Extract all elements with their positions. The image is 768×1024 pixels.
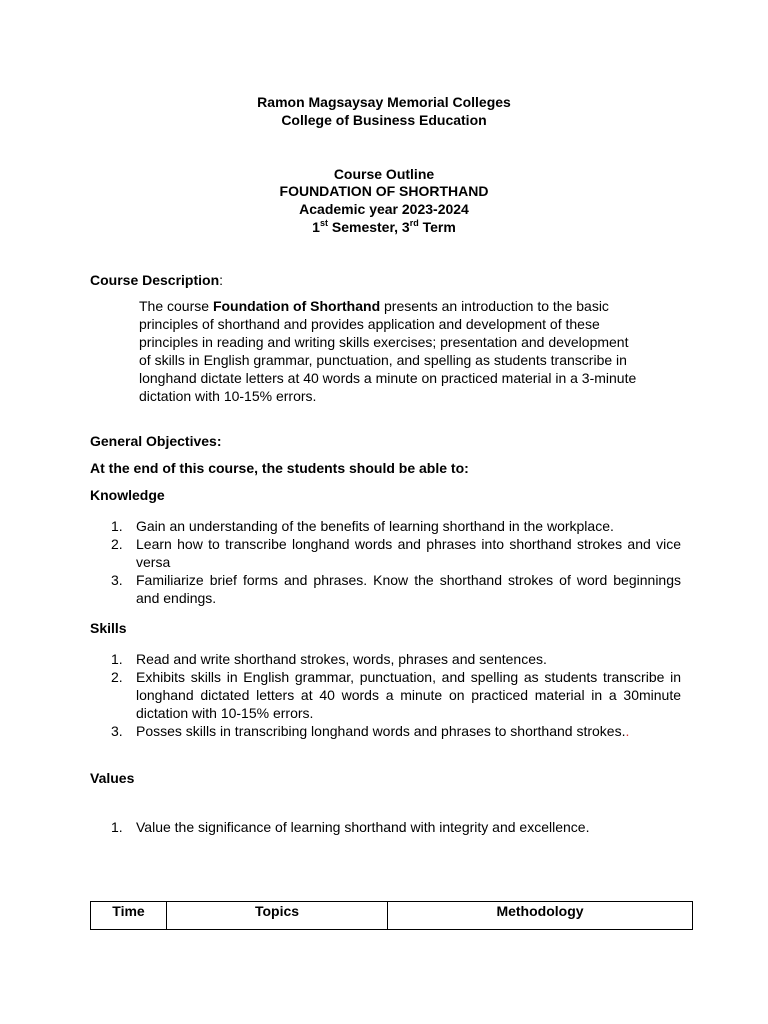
course-title: FOUNDATION OF SHORTHAND: [279, 183, 489, 199]
semester-number: 1: [312, 219, 320, 235]
list-item-number: 2.: [111, 536, 123, 552]
institution-name: Ramon Magsaysay Memorial Colleges: [257, 94, 511, 110]
list-item-text: [136, 722, 681, 740]
list-item: [111, 818, 681, 836]
list-item-number: 1.: [111, 518, 123, 534]
list-item: [111, 535, 681, 571]
list-item-text: Gain an understanding of the benefits of learning shorthand in the workplace.: [136, 518, 614, 534]
list-item-number: 3.: [111, 723, 123, 739]
course-schedule-table: [90, 901, 693, 930]
list-item-number: 3.: [111, 572, 123, 588]
description-line: principles in reading and writing skills exercises; presentation and development: [139, 334, 629, 350]
values-list: [111, 818, 681, 836]
term-word: Term: [418, 219, 456, 235]
description-line: of skills in English grammar, punctuation, and spelling as students transcribe in: [139, 352, 627, 368]
semester-word: Semester,: [327, 219, 402, 235]
course-description-body: [139, 297, 679, 405]
academic-year: Academic year 2023-2024: [299, 201, 469, 217]
description-line1-rest: presents an introduction to the basic: [380, 298, 609, 314]
column-header-methodology: Methodology: [388, 902, 693, 930]
description-line: principles of shorthand and provides application and development of these: [139, 316, 600, 332]
list-item: [111, 722, 681, 740]
list-item-text: Read and write shorthand strokes, words, phrases and sentences.: [136, 651, 547, 667]
skills-list: [111, 650, 681, 740]
table-header-row: [91, 902, 693, 930]
course-description-colon: :: [219, 272, 224, 288]
list-item-number: 1.: [111, 651, 123, 667]
term-number: 3: [401, 219, 410, 235]
skills-heading: Skills: [90, 620, 127, 636]
semester-ordinal: st: [319, 218, 328, 228]
description-course-name: Foundation of Shorthand: [212, 298, 381, 314]
general-objectives-heading: General Objectives:: [90, 433, 222, 449]
list-item-body: Posses skills in transcribing longhand words and phrases to shorthand strokes.: [136, 723, 626, 739]
list-item: [111, 650, 681, 668]
knowledge-list: [111, 517, 681, 607]
list-item: [111, 668, 681, 722]
knowledge-heading: Knowledge: [90, 487, 165, 503]
list-item-text: Exhibits skills in English grammar, punctuation, and spelling as students transcribe in longhand dictated letters at 40 words a minute on practiced material in a 30minute dictation with 10-15% errors.: [136, 669, 681, 721]
values-heading: Values: [90, 770, 135, 786]
course-description-heading: [90, 272, 223, 289]
college-name: College of Business Education: [281, 112, 487, 128]
description-intro: The course: [139, 298, 213, 314]
course-outline-label: Course Outline: [333, 166, 435, 182]
list-item-number: 2.: [111, 669, 123, 685]
term-ordinal: rd: [409, 218, 419, 228]
stray-mark: .: [625, 723, 630, 739]
list-item-number: 1.: [111, 819, 123, 835]
description-line: [139, 297, 679, 315]
list-item-text: Familiarize brief forms and phrases. Know the shorthand strokes of word beginnings and endings.: [136, 572, 681, 606]
column-header-topics: Topics: [167, 902, 388, 930]
list-item: [111, 571, 681, 607]
course-description-label: Course Description: [90, 272, 220, 288]
semester-term: [0, 219, 768, 236]
column-header-time: Time: [91, 902, 167, 930]
list-item-text: Value the significance of learning shorthand with integrity and excellence.: [136, 819, 590, 835]
description-line: longhand dictate letters at 40 words a minute on practiced material in a 3-minute: [139, 370, 637, 386]
list-item: [111, 517, 681, 535]
list-item-text: Learn how to transcribe longhand words and phrases into shorthand strokes and vice versa: [136, 536, 681, 570]
objectives-lead: At the end of this course, the students should be able to:: [90, 460, 469, 476]
description-line: dictation with 10-15% errors.: [139, 388, 317, 404]
